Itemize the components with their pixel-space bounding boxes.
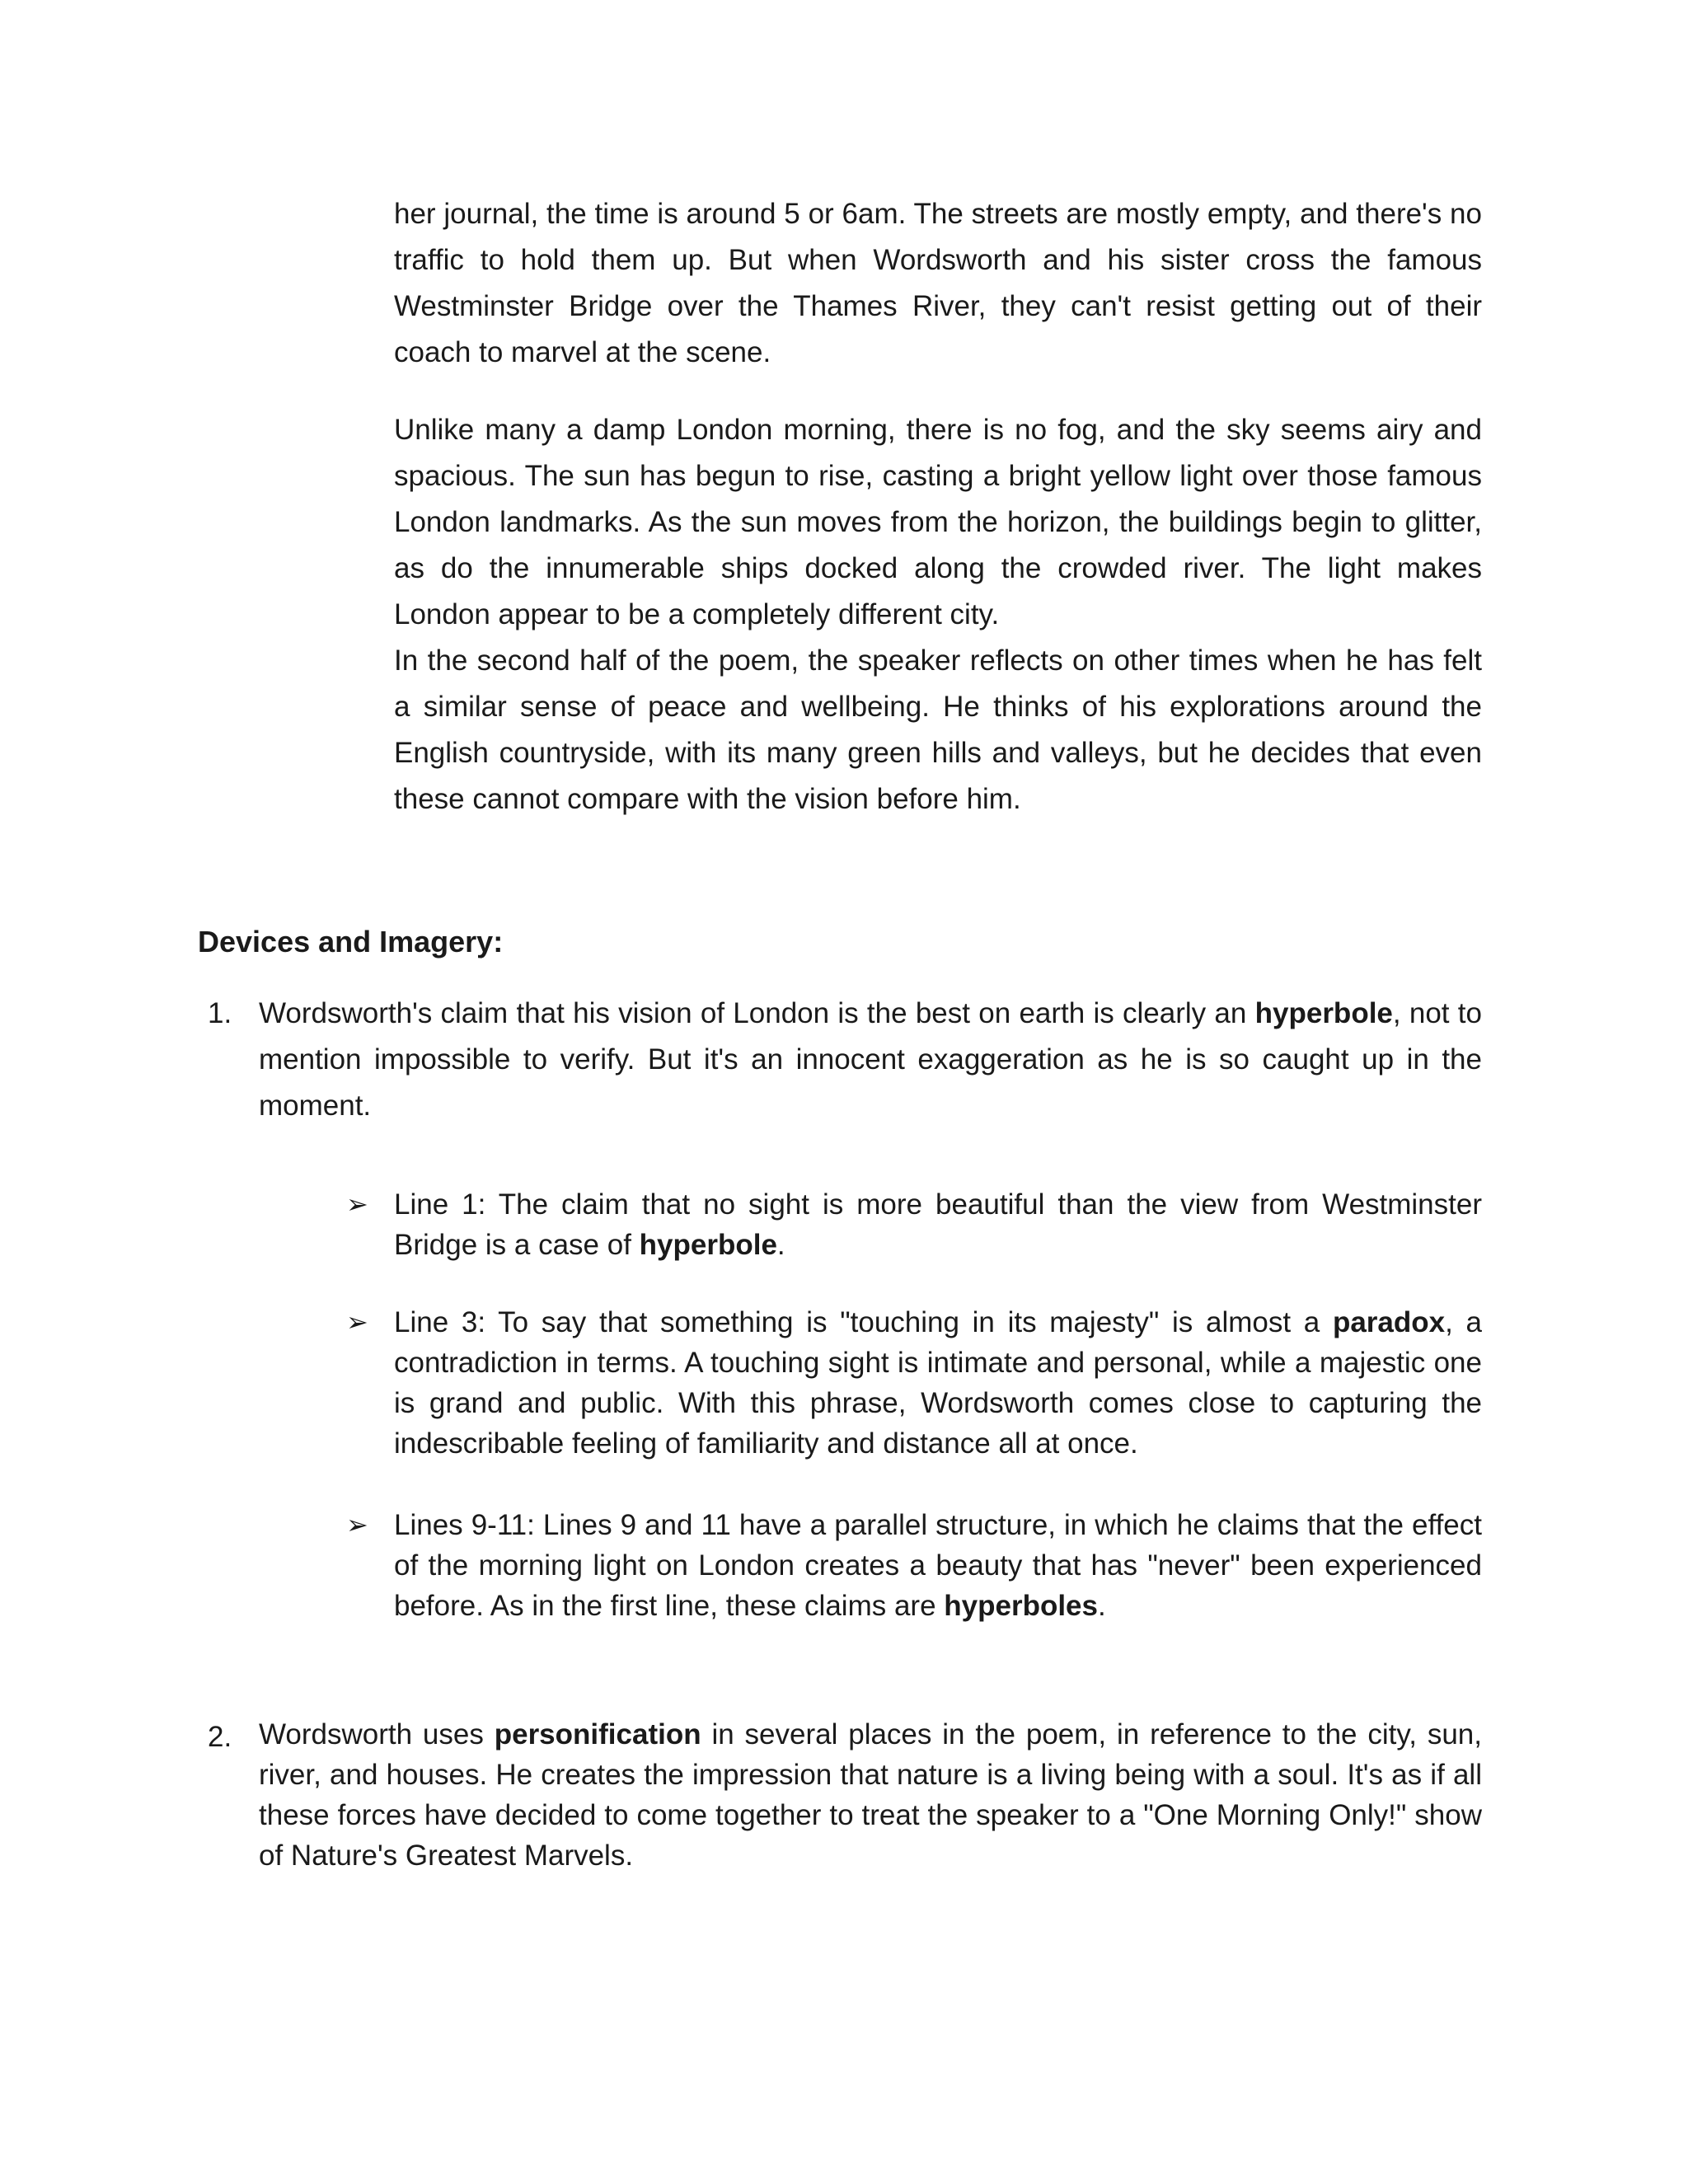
bullet-text-part: . (776, 1229, 785, 1261)
morning-paragraph: Unlike many a damp London morning, there is no fog, and the sky seems airy and spacious. The sun has begun to rise, casting a bright yellow light over those famous London landmarks. As the sun moves from the horizon, the buildings begin to glitter, as do the innumerable ships docked along the crowded river. The light makes London appear to be a completely different city. (394, 414, 1482, 630)
item-emphasis: personification (494, 1718, 701, 1750)
bullet-item-2 (346, 1302, 1482, 1464)
item-text (259, 1714, 1482, 1876)
bullet-text-part: Line 3: To say that something is "touching in its majesty" is almost a (394, 1306, 1333, 1338)
bullet-emphasis: paradox (1332, 1306, 1446, 1338)
numbered-item-1 (198, 991, 1482, 1129)
item-text-part: in several places in the poem, in reference to the city, sun, river, and houses. He creates the impression that nature is a living being with a soul. It's as if all these forces have decided to come together to treat the speaker to a "One Morning Only!" show of Nature's Greatest Marvels. (259, 1718, 1482, 1872)
item-number: 1. (208, 997, 232, 1029)
second-half-paragraph: In the second half of the poem, the speaker reflects on other times when he has felt a similar sense of peace and wellbeing. He thinks of his explorations around the English countryside, with its many green hills and valleys, but he decides that even these cannot compare with the vision before him. (394, 644, 1482, 815)
numbered-item-2 (198, 1714, 1482, 1876)
bullet-text-part: . (1098, 1590, 1106, 1622)
item-text (259, 991, 1482, 1129)
bullet-text (394, 1302, 1482, 1464)
arrow-bullet-icon: ➢ (346, 1510, 368, 1540)
bullet-item-1 (346, 1184, 1482, 1265)
bullet-emphasis: hyperbole (639, 1229, 777, 1261)
bullet-text (394, 1505, 1482, 1626)
bullet-item-3 (346, 1505, 1482, 1626)
item-number: 2. (208, 1721, 232, 1753)
section-heading: Devices and Imagery: (198, 925, 504, 958)
bullet-text (394, 1184, 1482, 1265)
bullet-text-part: , a contradiction in terms. A touching sight is intimate and personal, while a majestic one is grand and public. With this phrase, Wordsworth comes close to capturing the indescribable feeling of familiarity and distance all at once. (394, 1306, 1483, 1460)
item-text-part: Wordsworth uses (259, 1718, 495, 1750)
intro-paragraph: her journal, the time is around 5 or 6am. The streets are mostly empty, and there's no traffic to hold them up. But when Wordsworth and his sister cross the famous Westminster Bridge over the Thames River, they can't resist getting out of their coach to marvel at the scene. (394, 198, 1482, 368)
arrow-bullet-icon: ➢ (346, 1307, 368, 1337)
bullet-text-part: Lines 9-11: Lines 9 and 11 have a parallel structure, in which he claims that the effect of the morning light on London creates a beauty that has "never" been experienced before. As in the first line, these claims are (394, 1509, 1482, 1622)
bullet-text-part: Line 1: The claim that no sight is more beautiful than the view from Westminster Bridge is a case of (394, 1188, 1482, 1261)
item-text-part: , not to mention impossible to verify. But it's an innocent exaggeration as he is so caught up in the moment. (259, 997, 1482, 1122)
item-emphasis: hyperbole (1254, 997, 1393, 1029)
item-text-part: Wordsworth's claim that his vision of London is the best on earth is clearly an (259, 997, 1255, 1029)
bullet-emphasis: hyperboles (944, 1590, 1098, 1622)
arrow-bullet-icon: ➢ (346, 1189, 368, 1219)
